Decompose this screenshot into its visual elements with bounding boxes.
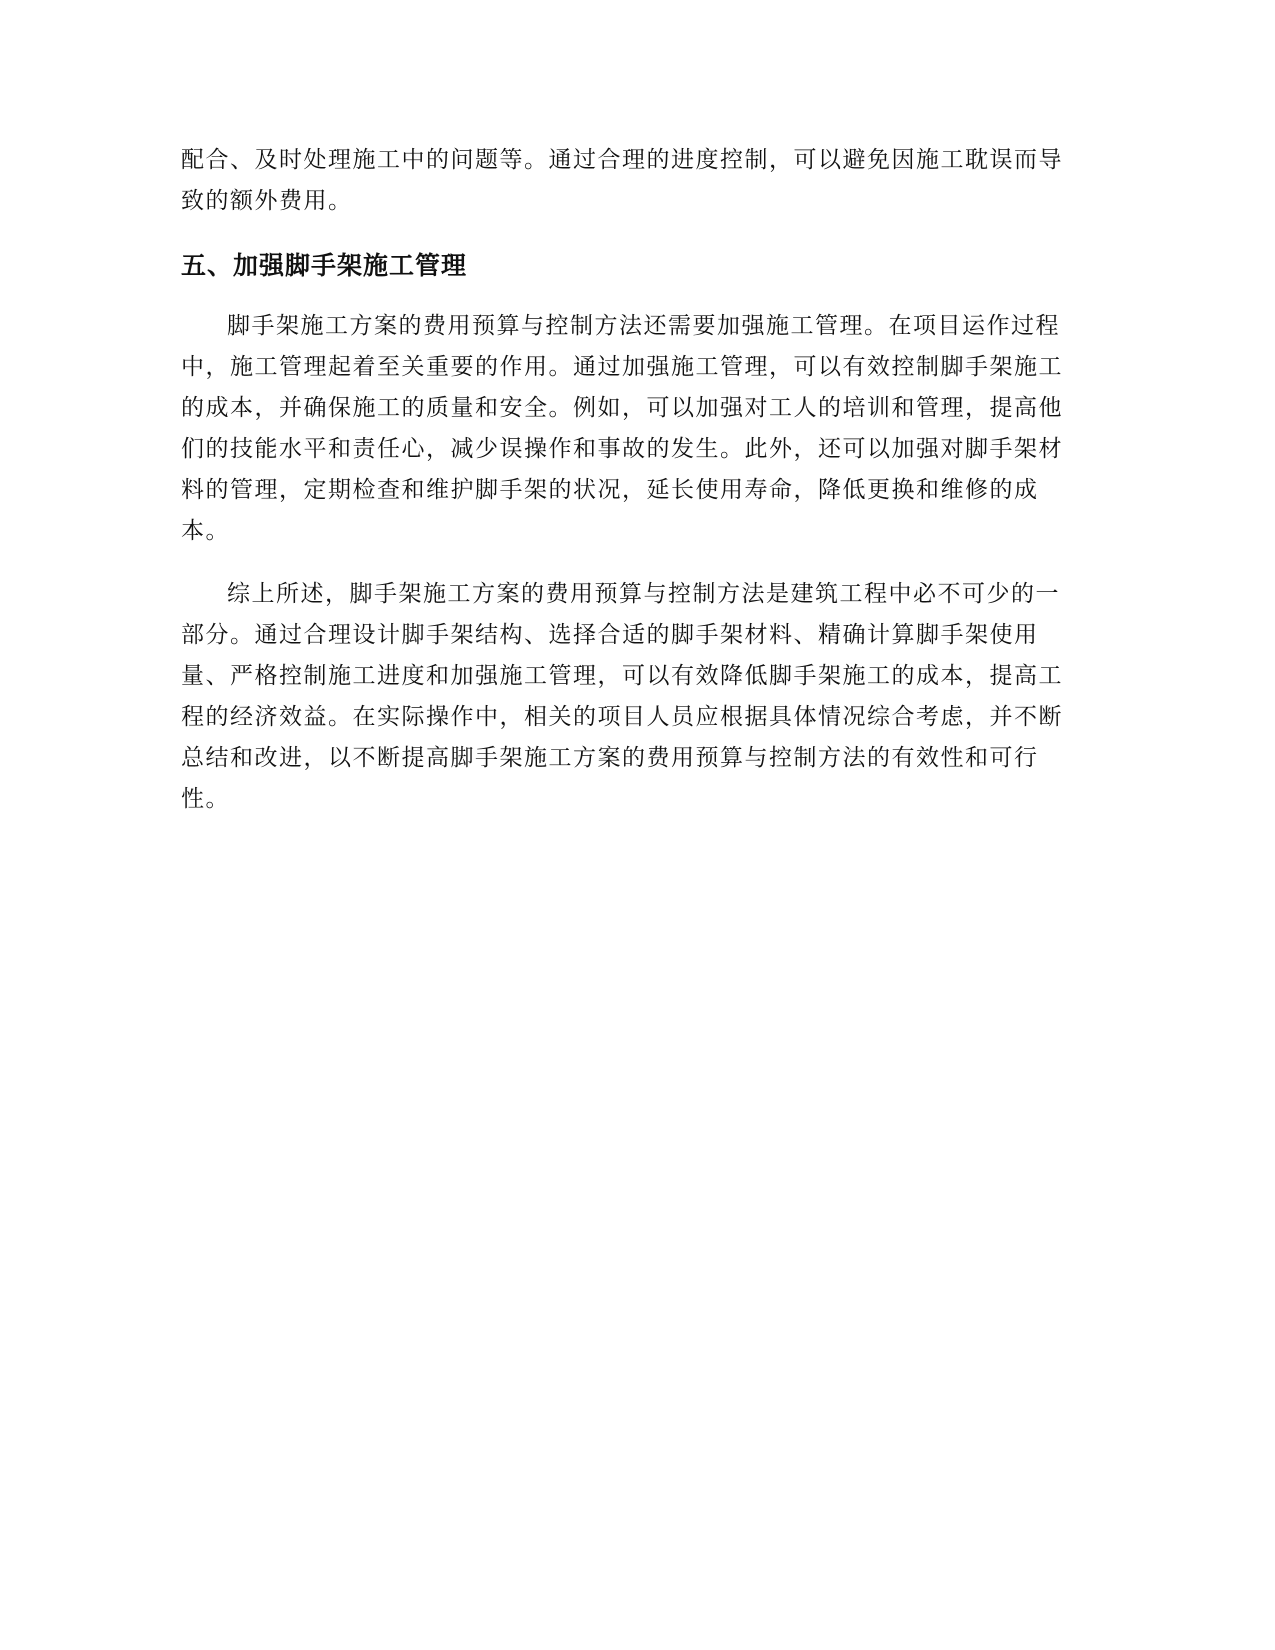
paragraph-line: 总结和改进，以不断提高脚手架施工方案的费用预算与控制方法的有效性和可行 [181, 745, 1039, 771]
paragraph-line: 脚手架施工方案的费用预算与控制方法还需要加强施工管理。在项目运作过程 [227, 313, 1060, 339]
paragraph-line: 部分。通过合理设计脚手架结构、选择合适的脚手架材料、精确计算脚手架使用 [181, 622, 1039, 648]
paragraph-line: 配合、及时处理施工中的问题等。通过合理的进度控制，可以避免因施工耽误而导 [181, 147, 1063, 173]
paragraph-line: 的成本，并确保施工的质量和安全。例如，可以加强对工人的培训和管理，提高他 [181, 395, 1063, 421]
paragraph-line: 们的技能水平和责任心，减少误操作和事故的发生。此外，还可以加强对脚手架材 [181, 436, 1063, 462]
paragraph-line: 中，施工管理起着至关重要的作用。通过加强施工管理，可以有效控制脚手架施工 [181, 354, 1063, 380]
paragraph-line: 程的经济效益。在实际操作中，相关的项目人员应根据具体情况综合考虑，并不断 [181, 704, 1063, 730]
paragraph-line: 料的管理，定期检查和维护脚手架的状况，延长使用寿命，降低更换和维修的成 [181, 477, 1039, 503]
management-paragraph [181, 306, 1086, 552]
paragraph-line: 量、严格控制施工进度和加强施工管理，可以有效降低脚手架施工的成本，提高工 [181, 663, 1063, 689]
paragraph-line: 本。 [181, 518, 230, 544]
document-page [181, 140, 1086, 842]
paragraph-line: 综上所述，脚手架施工方案的费用预算与控制方法是建筑工程中必不可少的一 [227, 581, 1060, 607]
conclusion-paragraph [181, 574, 1086, 820]
paragraph-line: 性。 [181, 786, 230, 812]
paragraph-line: 致的额外费用。 [181, 188, 353, 214]
section-heading: 五、加强脚手架施工管理 [181, 251, 468, 280]
continuation-paragraph [181, 140, 1086, 222]
